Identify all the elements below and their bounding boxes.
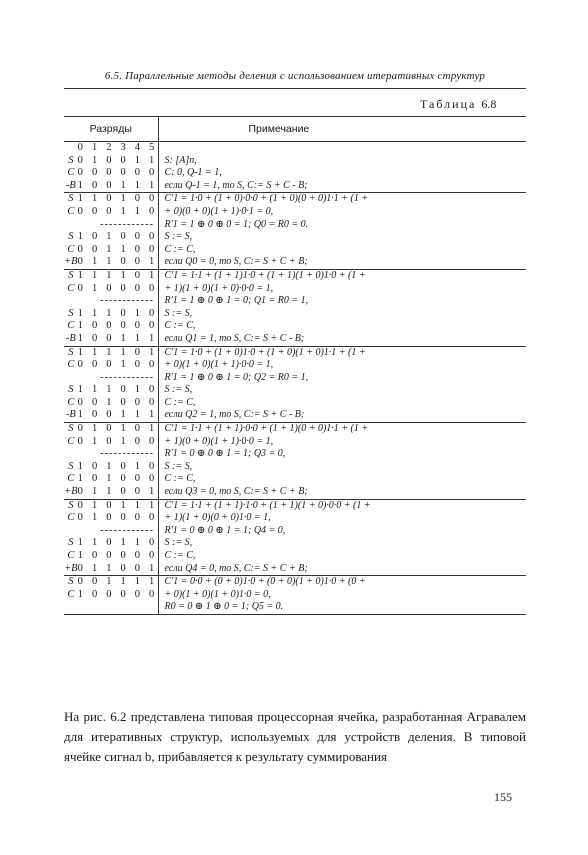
register-label: C: [67, 435, 75, 447]
note-line: C'1 = 1·0 + (1 + 0)1·0 + (1 + 0)(1 + 0)1·1 + (1 +: [164, 346, 366, 358]
note-line: R'1 = 1 ⊕ 0 ⊕ 1 = 0; Q2 = R0 = 1,: [164, 371, 309, 383]
register-label: [64, 219, 92, 232]
register-bits: 1 1 0 1 1 0: [77, 537, 158, 549]
bits-line: [64, 372, 158, 385]
bits-line: [64, 244, 158, 257]
register-bits: 1 0 0 0 0 0: [77, 588, 158, 600]
note-line: если Q1 = 1, то S, C:= S + C - B;: [164, 332, 305, 344]
register-label: [64, 142, 78, 155]
note-line: C := C,: [164, 320, 196, 332]
register-label: S: [68, 193, 74, 205]
register-label: S: [68, 384, 74, 396]
bits-line: [64, 283, 158, 296]
register-label: [64, 372, 92, 385]
note-line: если Q3 = 0, то S, C:= S + C + B;: [164, 486, 308, 498]
register-bits: 0 0 1 0 0 0: [77, 396, 158, 408]
note-line: + 1)(1 + 0)(1 + 0)·0·0 = 1,: [164, 282, 274, 294]
bits-cell: [64, 193, 158, 270]
note-cell: [158, 269, 526, 346]
register-bits: 1 0 0 0 0 0: [77, 550, 158, 561]
note-cell: [158, 346, 526, 423]
bits-line: [64, 256, 158, 269]
note-cell: [158, 423, 526, 500]
register-label: C: [67, 396, 75, 408]
table-row-group: [64, 423, 526, 500]
register-bits: 1 1 1 0 1 0: [77, 307, 158, 319]
note-line: C := C,: [164, 243, 196, 255]
bits-line: [64, 167, 158, 180]
note-line: C'1 = 1·1 + (1 + 1)·1·0 + (1 + 1)(1 + 0)·0·0 + (1 +: [164, 499, 371, 511]
bits-line: [64, 270, 158, 283]
header-rule: [64, 88, 526, 89]
register-bits: 0 1 0 0 0 0: [77, 282, 158, 294]
bits-line: [64, 231, 158, 244]
bits-line: [64, 333, 158, 346]
register-label: C: [67, 512, 75, 524]
register-bits: 0 0 1 1 0 0: [77, 243, 158, 255]
note-line: R0 = 0 ⊕ 1 ⊕ 0 = 1; Q5 = 0.: [164, 601, 284, 613]
bits-cell: [64, 499, 158, 576]
register-bits: 1 0 1 0 1 0: [77, 460, 158, 472]
register-label: S: [68, 499, 74, 511]
register-label: -B: [65, 179, 76, 191]
register-label: C: [67, 167, 75, 179]
note-line: + 0)(1 + 0)(1 + 1)·0·0 = 1,: [164, 359, 274, 371]
bits-line: [64, 347, 158, 360]
register-bits: 0 0 1 1 1 1: [77, 576, 158, 588]
table-caption-word: Таблица: [420, 97, 477, 111]
column-header-bits: Разряды: [64, 117, 158, 142]
bits-line: [64, 512, 158, 525]
register-label: [64, 295, 92, 308]
page-number: 155: [494, 790, 512, 804]
table-row-group: [64, 142, 526, 193]
note-line: S := S,: [164, 537, 193, 549]
column-header-note: Примечание: [158, 117, 526, 142]
table-row-group: [64, 499, 526, 576]
register-label: +B: [64, 562, 78, 574]
note-line: C'1 = 1·1 + (1 + 1)·0·0 + (1 + 1)(0 + 0)1·1 + (1 +: [164, 423, 369, 435]
division-table: [64, 116, 526, 615]
register-bits: 0 0 0 1 1 0: [77, 205, 158, 217]
note-line: C'1 = 1·1 + (1 + 1)1·0 + (1 + 1)(1 + 0)1·0 + (1 +: [164, 269, 366, 281]
bits-cell: [64, 142, 158, 193]
register-bits: ------------: [100, 371, 154, 383]
register-bits: 0 1 0 1 0 0: [77, 435, 158, 447]
register-label: -B: [65, 332, 76, 344]
note-line: R'1 = 1 ⊕ 0 ⊕ 1 = 0; Q1 = R0 = 1,: [164, 295, 309, 307]
bits-line: [64, 155, 158, 168]
register-bits: 1 1 1 1 0 1: [77, 269, 158, 281]
note-line: R'1 = 0 ⊕ 0 ⊕ 1 = 1; Q4 = 0,: [164, 524, 286, 536]
note-line: если Q4 = 0, то S, C:= S + C + B;: [164, 562, 308, 574]
register-bits: ------------: [100, 524, 154, 536]
note-line: C := C,: [164, 550, 196, 561]
bits-line: [64, 550, 158, 563]
register-label: S: [68, 231, 74, 243]
note-line: C := C,: [164, 396, 196, 408]
register-label: +B: [64, 256, 78, 268]
register-label: S: [68, 576, 74, 588]
register-bits: 1 1 0 1 0 0: [77, 193, 158, 205]
table-row-group: [64, 576, 526, 615]
table-row-group: [64, 193, 526, 270]
register-bits: 1 0 0 0 0 0: [77, 320, 158, 332]
bits-cell: [64, 423, 158, 500]
register-bits: 0 1 1 0 0 1: [77, 256, 158, 268]
note-cell: [158, 499, 526, 576]
note-line: C'1 = 1·0 + (1 + 0)·0·0 + (1 + 0)(0 + 0)1·1 + (1 +: [164, 193, 369, 205]
bits-line: [64, 295, 158, 308]
register-label: S: [68, 346, 74, 358]
table-body: [64, 142, 526, 615]
note-line: S := S,: [164, 460, 193, 472]
note-line: + 1)(1 + 0)(0 + 0)1·0 = 1,: [164, 512, 271, 524]
table-header-row: [64, 117, 526, 142]
register-label: -B: [65, 409, 76, 421]
register-label: C: [67, 282, 75, 294]
register-label: S: [68, 460, 74, 472]
bits-line: [64, 219, 158, 232]
bits-line: [64, 563, 158, 576]
running-header: 6.5. Параллельные методы деления с использованием итеративных структур: [104, 70, 486, 82]
bits-line: [64, 142, 158, 155]
bits-line: [64, 193, 158, 206]
register-bits: ------------: [100, 218, 154, 230]
note-line: C'1 = 0·0 + (0 + 0)1·0 + (0 + 0)(1 + 0)1·0 + (0 +: [164, 576, 366, 588]
register-bits: 1 0 1 0 0 0: [77, 231, 158, 243]
register-bits: 0 1 1 0 0 1: [77, 486, 158, 498]
register-bits: 1 0 1 0 0 0: [77, 473, 158, 485]
register-bits: 0 1 2 3 4 5: [77, 142, 158, 153]
note-line: + 0)(0 + 0)(1 + 1)·0·1 = 0,: [164, 205, 274, 217]
note-line: S := S,: [164, 307, 193, 319]
bits-line: [64, 448, 158, 461]
note-line: C: 0, Q-1 = 1,: [164, 167, 222, 179]
register-bits: 1 1 1 1 0 1: [77, 346, 158, 358]
table-row-group: [64, 269, 526, 346]
register-bits: 0 0 0 0 0 0: [77, 167, 158, 179]
bits-line: [64, 359, 158, 372]
note-line: если Q0 = 0, то S, C:= S + C + B;: [164, 256, 308, 268]
note-line: [159, 142, 527, 155]
register-label: S: [68, 423, 74, 435]
register-label: C: [67, 359, 75, 371]
note-cell: [158, 142, 526, 193]
register-bits: 1 0 0 1 1 1: [77, 179, 158, 191]
bits-cell: [64, 346, 158, 423]
note-cell: [158, 576, 526, 615]
bits-line: [64, 423, 158, 436]
note-line: + 1)(0 + 0)(1 + 1)·0·0 = 1,: [164, 435, 274, 447]
register-label: S: [68, 537, 74, 549]
bits-line: [64, 384, 158, 397]
register-bits: 1 0 0 1 1 1: [77, 332, 158, 344]
note-line: S := S,: [164, 384, 193, 396]
register-bits: 0 1 0 1 0 1: [77, 423, 158, 435]
register-bits: 1 0 0 1 1 1: [77, 409, 158, 421]
note-line: + 0)(1 + 0)(1 + 0)1·0 = 0,: [164, 588, 271, 600]
bits-line: [64, 461, 158, 474]
bits-line: [64, 601, 158, 614]
bits-line: [64, 537, 158, 550]
note-cell: [158, 193, 526, 270]
note-line: S := S,: [164, 231, 193, 243]
register-label: C: [67, 588, 75, 600]
bits-cell: [64, 576, 158, 615]
register-label: [64, 525, 92, 538]
register-label: C: [67, 243, 75, 255]
bits-line: [64, 436, 158, 449]
bits-cell: [64, 269, 158, 346]
register-label: S: [68, 307, 74, 319]
register-bits: 0 1 0 0 1 1: [77, 154, 158, 166]
register-label: +B: [64, 486, 78, 498]
register-label: [64, 448, 92, 461]
table-row-group: [64, 346, 526, 423]
note-line: если Q2 = 1, то S, C:= S + C - B;: [164, 409, 305, 421]
bits-line: [64, 180, 158, 193]
bits-line: [64, 320, 158, 333]
bits-line: [64, 308, 158, 321]
register-label: S: [68, 269, 74, 281]
bits-line: [64, 486, 158, 499]
bits-line: [64, 409, 158, 422]
register-label: C: [67, 473, 75, 485]
bits-line: [64, 589, 158, 602]
register-bits: 0 1 1 0 0 1: [77, 562, 158, 574]
register-bits: ------------: [100, 295, 154, 307]
note-line: R'1 = 1 ⊕ 0 ⊕ 0 = 1; Q0 = R0 = 0.: [164, 218, 309, 230]
table-caption-number: 6.8: [481, 97, 497, 111]
register-bits: 0 1 0 1 1 1: [77, 499, 158, 511]
note-line: C := C,: [164, 473, 196, 485]
register-label: [64, 601, 92, 614]
bits-line: [64, 206, 158, 219]
note-line: R'1 = 0 ⊕ 0 ⊕ 1 = 1; Q3 = 0,: [164, 448, 286, 460]
bits-line: [64, 473, 158, 486]
register-bits: 1 1 1 0 1 0: [77, 384, 158, 396]
register-bits: 0 0 0 1 0 0: [77, 359, 158, 371]
register-label: S: [68, 154, 74, 166]
register-bits: 0 1 0 0 0 0: [77, 512, 158, 524]
bits-line: [64, 500, 158, 513]
table-caption: [420, 97, 496, 112]
bits-line: [64, 525, 158, 538]
register-label: C: [67, 320, 75, 332]
bits-line: [64, 576, 158, 589]
note-line: если Q-1 = 1, то S, C:= S + C - B;: [164, 179, 308, 191]
note-line: S: [A]п,: [164, 154, 197, 166]
bits-line: [64, 397, 158, 410]
register-label: C: [67, 550, 75, 561]
register-bits: ------------: [100, 448, 154, 460]
register-label: C: [67, 205, 75, 217]
body-paragraph: На рис. 6.2 представлена типовая процессорная ячейка, разработанная Агравалем для итеративных структур, используемых для устройств деления. В типовой ячейке сигнал b, прибавляется к результату суммирования: [64, 709, 526, 764]
